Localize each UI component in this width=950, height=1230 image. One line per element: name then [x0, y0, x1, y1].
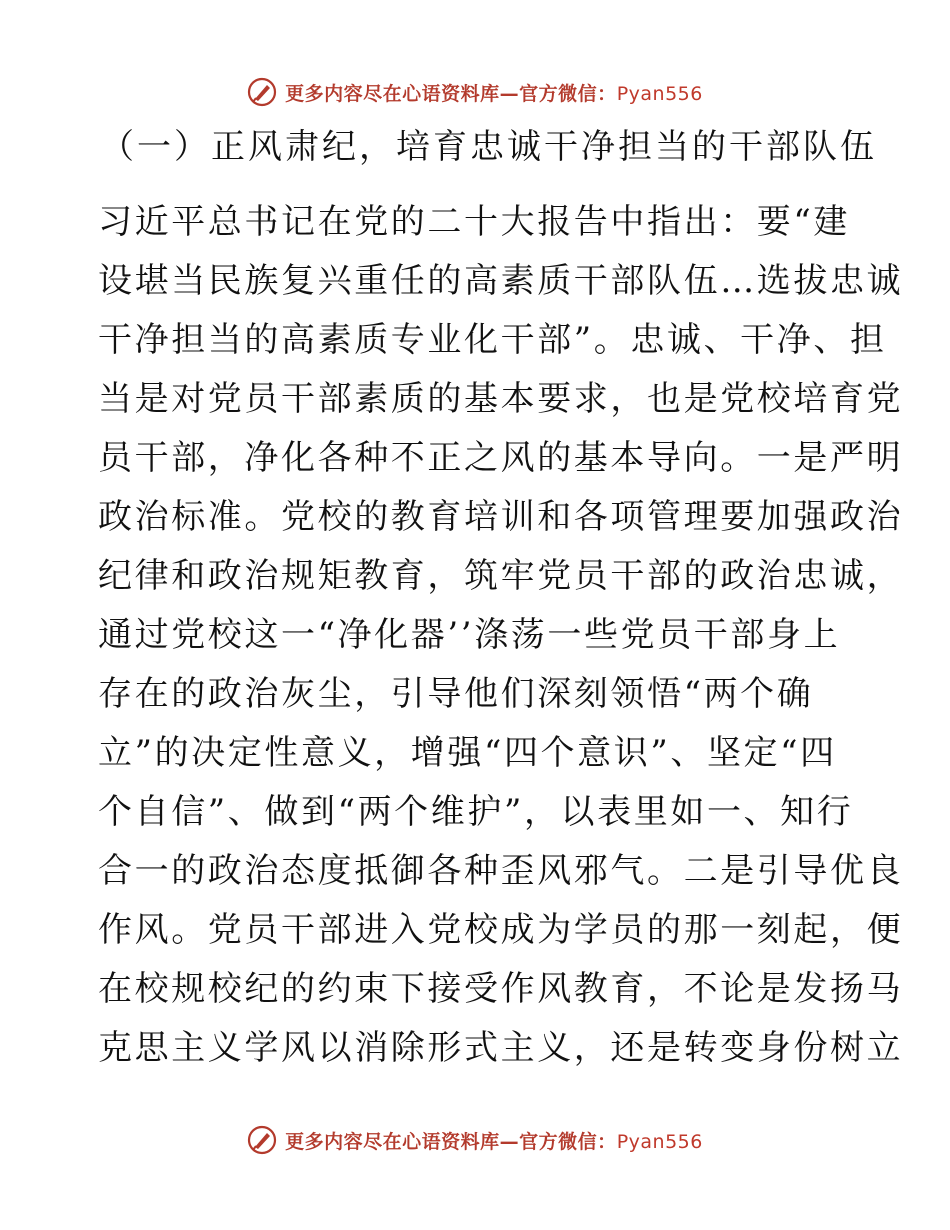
- paragraph-line: 在校规校纪的约束下接受作风教育，不论是发扬马: [98, 969, 904, 1009]
- paragraph-line: 当是对党员干部素质的基本要求，也是党校培育党: [98, 379, 904, 419]
- quill-logo-icon: [247, 1125, 277, 1155]
- banner-dash: —: [499, 1130, 520, 1153]
- banner-brand: 更多内容尽在心语资料库: [285, 1130, 500, 1153]
- paragraph-line: 员干部，净化各种不正之风的基本导向。一是严明: [98, 438, 904, 478]
- paragraph-line: 习近平总书记在党的二十大报告中指出：要“建: [98, 202, 850, 242]
- paragraph-line: 干净担当的高素质专业化干部”。忠诚、干净、担: [98, 320, 887, 360]
- paragraph-line: 政治标准。党校的教育培训和各项管理要加强政治: [98, 497, 904, 537]
- paragraph-line: 克思主义学风以消除形式主义，还是转变身份树立: [98, 1028, 904, 1068]
- paragraph-line: 作风。党员干部进入党校成为学员的那一刻起，便: [98, 910, 904, 950]
- banner-dash: —: [499, 82, 520, 105]
- paragraph-line: 立”的决定性意义，增强“四个意识”、坚定“四: [98, 733, 837, 773]
- paragraph-line: 纪律和政治规矩教育，筑牢党员干部的政治忠诚，: [98, 556, 904, 596]
- section-heading: （一）正风肃纪，培育忠诚干净担当的干部队伍: [100, 127, 877, 167]
- paragraph-line: 通过党校这一“净化器’’涤荡一些党员干部身上: [98, 615, 841, 655]
- paragraph-line: 个自信”、做到“两个维护”，以表里如一、知行: [98, 792, 854, 832]
- paragraph-line: 存在的政治灰尘，引导他们深刻领悟“两个确: [98, 674, 814, 714]
- footer-watermark-banner: [0, 1120, 950, 1160]
- paragraph-line: 合一的政治态度抵御各种歪风邪气。二是引导优良: [98, 851, 904, 891]
- header-watermark-banner: [0, 72, 950, 112]
- body-paragraph: [98, 197, 904, 1082]
- banner-brand: 更多内容尽在心语资料库: [285, 82, 500, 105]
- banner-text: [285, 1127, 703, 1154]
- banner-wechat-id: Pyan556: [616, 82, 703, 105]
- quill-logo-icon: [247, 77, 277, 107]
- banner-text: [285, 79, 703, 106]
- banner-wechat-label: 官方微信：: [519, 82, 617, 105]
- banner-wechat-id: Pyan556: [616, 1130, 703, 1153]
- banner-wechat-label: 官方微信：: [519, 1130, 617, 1153]
- paragraph-line: 设堪当民族复兴重任的高素质干部队伍…选拔忠诚: [98, 261, 904, 301]
